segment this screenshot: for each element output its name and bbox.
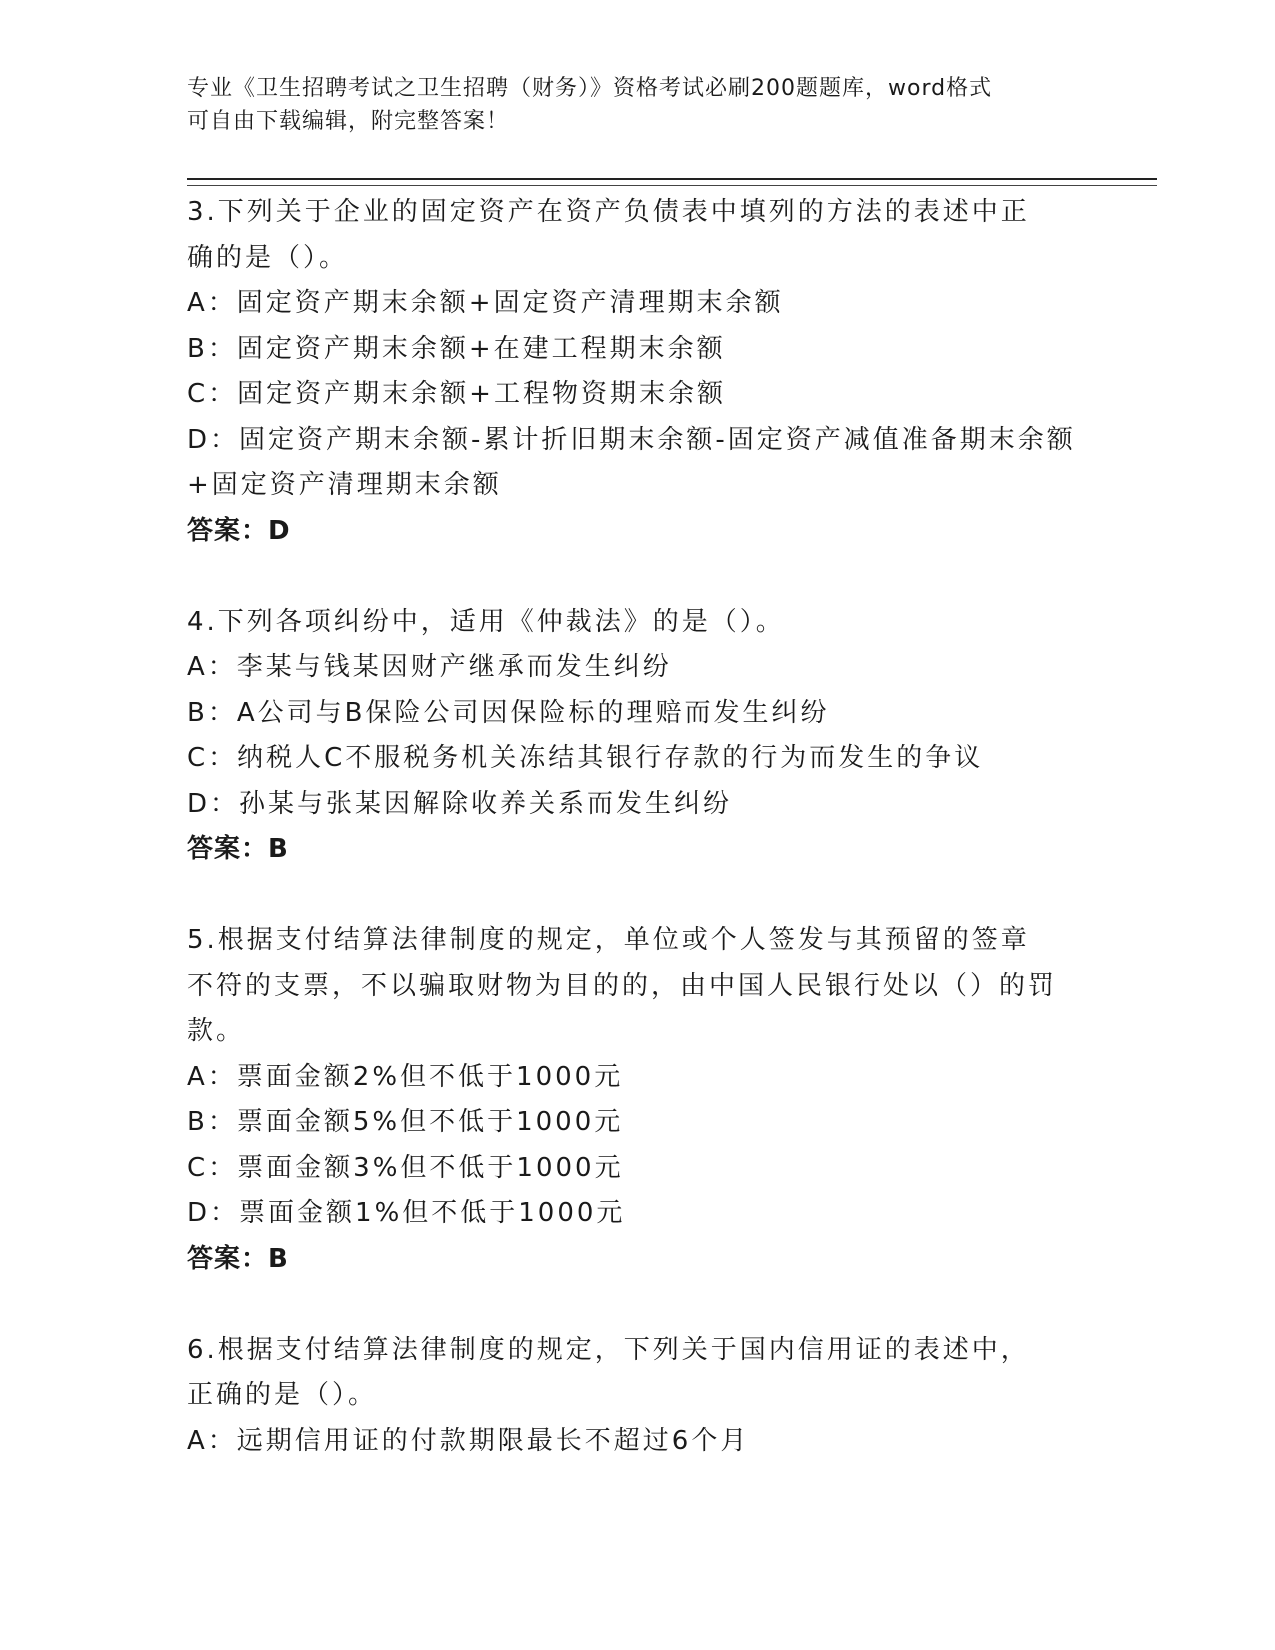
question-3 bbox=[187, 190, 1087, 554]
option-a: A：远期信用证的付款期限最长不超过6个月 bbox=[187, 1425, 750, 1456]
header-line-2: 可自由下载编辑，附完整答案！ bbox=[187, 109, 510, 134]
option-a: A：票面金额2%但不低于1000元 bbox=[187, 1061, 624, 1092]
question-stem: 4.下列各项纠纷中，适用《仲裁法》的是（）。 bbox=[187, 606, 785, 637]
question-stem: 6.根据支付结算法律制度的规定，下列关于国内信用证的表述中，正确的是（）。 bbox=[187, 1334, 1030, 1410]
question-spacer bbox=[187, 873, 1087, 919]
option-d: D：票面金额1%但不低于1000元 bbox=[187, 1198, 626, 1228]
question-stem: 5.根据支付结算法律制度的规定，单位或个人签发与其预留的签章不符的支票，不以骗取财物为目的的，由中国人民银行处以（）的罚款。 bbox=[187, 925, 1058, 1046]
answer: 答案：B bbox=[187, 1243, 289, 1274]
header-line-1: 专业《卫生招聘考试之卫生招聘（财务）》资格考试必刷200题题库，word格式 bbox=[187, 76, 993, 101]
question-spacer bbox=[187, 1282, 1087, 1328]
question-spacer bbox=[187, 554, 1087, 600]
option-b: B：票面金额5%但不低于1000元 bbox=[187, 1107, 624, 1137]
document-header bbox=[187, 72, 1067, 138]
question-stem: 3.下列关于企业的固定资产在资产负债表中填列的方法的表述中正确的是（）。 bbox=[187, 197, 1030, 273]
option-d: D：孙某与张某因解除收养关系而发生纠纷 bbox=[187, 788, 733, 819]
question-6 bbox=[187, 1328, 1087, 1465]
question-5 bbox=[187, 918, 1087, 1282]
header-divider-thin bbox=[187, 185, 1157, 186]
answer: 答案：D bbox=[187, 515, 291, 546]
option-c: C：票面金额3%但不低于1000元 bbox=[187, 1152, 624, 1183]
header-divider-thick bbox=[187, 178, 1157, 180]
option-c: C：纳税人C不服税务机关冻结其银行存款的行为而发生的争议 bbox=[187, 743, 984, 773]
option-c: C：固定资产期末余额+工程物资期末余额 bbox=[187, 379, 726, 409]
option-b: B：固定资产期末余额+在建工程期末余额 bbox=[187, 333, 726, 364]
question-list bbox=[187, 190, 1087, 1464]
option-a: A：固定资产期末余额+固定资产清理期末余额 bbox=[187, 288, 784, 318]
option-a: A：李某与钱某因财产继承而发生纠纷 bbox=[187, 652, 672, 682]
option-b: B：A公司与B保险公司因保险标的理赔而发生纠纷 bbox=[187, 697, 830, 728]
option-d: D：固定资产期末余额-累计折旧期末余额-固定资产减值准备期末余额+固定资产清理期末余额 bbox=[187, 424, 1076, 500]
answer: 答案：B bbox=[187, 834, 289, 864]
question-4 bbox=[187, 600, 1087, 873]
